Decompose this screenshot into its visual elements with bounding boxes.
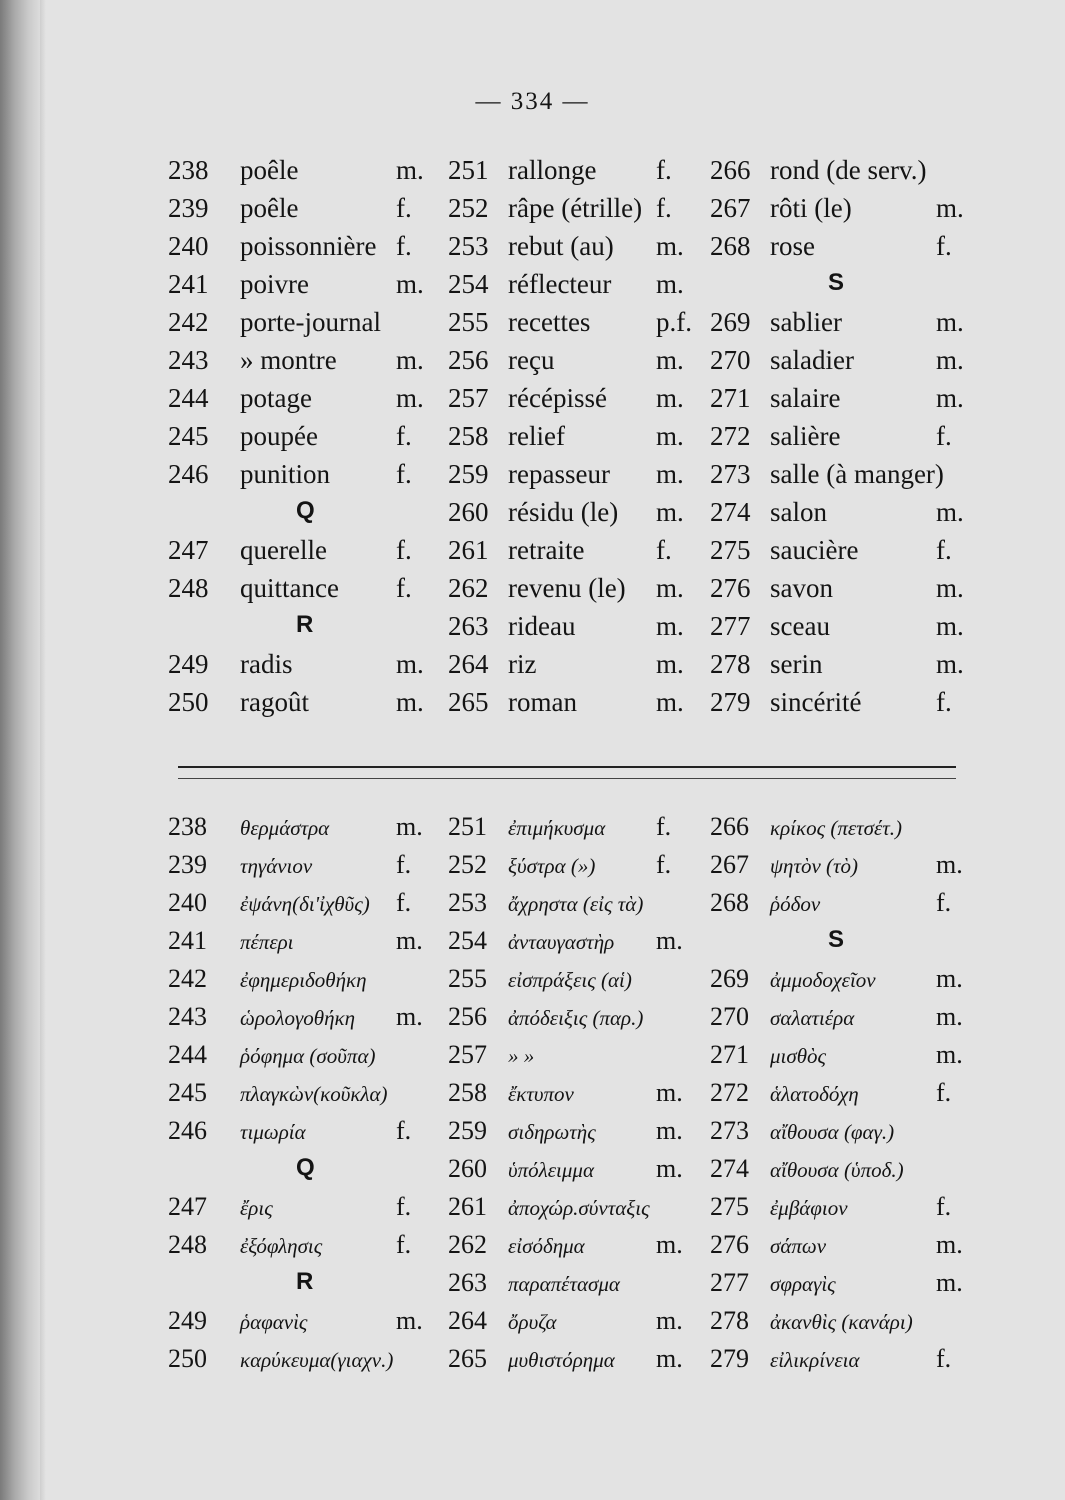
french-entry-number: 254	[448, 269, 489, 299]
french-entry-gender: f.	[936, 231, 952, 261]
greek-entry-word: σιδηρωτὴς	[508, 1120, 596, 1144]
greek-entry-word: ἐμβάφιον	[770, 1196, 848, 1220]
french-entry-gender: m.	[656, 345, 684, 375]
greek-row	[168, 1268, 968, 1306]
greek-entry-gender: m.	[936, 1040, 963, 1069]
greek-entry-number: 259	[448, 1116, 487, 1145]
french-entry-gender: m.	[656, 573, 684, 603]
section-letter: S	[828, 926, 845, 953]
divider-rule	[178, 766, 956, 768]
section-letter: Q	[296, 497, 315, 524]
french-entry-gender: f.	[396, 231, 412, 261]
greek-entry-word: ῥόδον	[770, 892, 821, 916]
french-entry-word: potage	[240, 383, 312, 413]
french-entry-gender: m.	[656, 269, 684, 299]
french-entry-gender: m.	[936, 573, 964, 603]
greek-row	[168, 1040, 968, 1078]
french-entry-gender: f.	[936, 687, 952, 717]
greek-entry-number: 260	[448, 1154, 487, 1183]
greek-entry-gender: f.	[936, 1192, 952, 1221]
french-entry-word: rideau	[508, 611, 576, 641]
greek-entry-number: 275	[710, 1192, 749, 1221]
french-entry-gender: m.	[936, 383, 964, 413]
greek-entry-number: 253	[448, 888, 487, 917]
french-entry-number: 279	[710, 687, 751, 717]
greek-entry-word: ὄρυζα	[508, 1310, 557, 1334]
greek-entry-gender: f.	[656, 850, 672, 879]
greek-entry-gender: m.	[936, 964, 963, 993]
french-entry-gender: m.	[656, 649, 684, 679]
french-entry-gender: f.	[396, 573, 412, 603]
greek-entry-number: 274	[710, 1154, 749, 1183]
greek-row	[168, 1306, 968, 1344]
greek-entry-number: 240	[168, 888, 207, 917]
french-entry-number: 259	[448, 459, 489, 489]
section-letter: Q	[296, 1154, 315, 1181]
greek-entry-word: εἰλικρίνεια	[770, 1348, 860, 1372]
french-entry-gender: m.	[656, 497, 684, 527]
greek-entry-gender: f.	[396, 1230, 412, 1259]
french-entry-number: 255	[448, 307, 489, 337]
french-entry-number: 263	[448, 611, 489, 641]
greek-entry-number: 256	[448, 1002, 487, 1031]
french-row	[168, 383, 968, 421]
greek-row	[168, 964, 968, 1002]
french-entry-word: saladier	[770, 345, 854, 375]
french-entry-gender: m.	[936, 611, 964, 641]
french-entry-word: repasseur	[508, 459, 610, 489]
page-number: — 334 —	[475, 88, 590, 115]
french-entry-gender: m.	[396, 649, 424, 679]
greek-entry-gender: f.	[396, 1192, 412, 1221]
french-entry-gender: m.	[936, 193, 964, 223]
french-entry-word: rose	[770, 231, 815, 261]
greek-entry-gender: m.	[396, 1306, 423, 1335]
french-entry-gender: f.	[396, 193, 412, 223]
greek-entry-word: θερμάστρα	[240, 816, 330, 840]
french-entry-word: sceau	[770, 611, 830, 641]
french-entry-gender: m.	[396, 345, 424, 375]
greek-entry-gender: m.	[656, 1154, 683, 1183]
french-entry-word: râpe (étrille)	[508, 193, 643, 223]
french-entry-gender: f.	[396, 421, 412, 451]
french-entry-number: 243	[168, 345, 209, 375]
french-entry-word: sablier	[770, 307, 842, 337]
greek-entry-word: ἁλατοδόχη	[770, 1082, 859, 1106]
greek-entry-word: ἐψάνη(δι'ἰχθῦς)	[240, 892, 370, 916]
greek-entry-word: ἐφημεριδοθήκη	[240, 968, 367, 992]
french-row	[168, 307, 968, 345]
greek-row	[168, 1192, 968, 1230]
greek-entry-gender: f.	[936, 888, 952, 917]
greek-entry-gender: m.	[656, 1306, 683, 1335]
french-entry-number: 277	[710, 611, 751, 641]
greek-entry-word: σφραγὶς	[770, 1272, 836, 1296]
french-entry-word: punition	[240, 459, 331, 489]
french-entry-number: 242	[168, 307, 209, 337]
section-letter: R	[296, 611, 314, 638]
greek-entry-gender: f.	[936, 1078, 952, 1107]
french-entry-number: 256	[448, 345, 489, 375]
greek-entry-number: 249	[168, 1306, 207, 1335]
french-entry-number: 239	[168, 193, 209, 223]
french-row	[168, 269, 968, 307]
greek-entry-number: 267	[710, 850, 749, 879]
greek-entry-word: ἀνταυγαστὴρ	[508, 930, 615, 954]
greek-entry-word: ῥόφημα (σοῦπα)	[240, 1044, 376, 1068]
greek-entry-number: 270	[710, 1002, 749, 1031]
french-entry-gender: f.	[656, 535, 672, 565]
french-entry-gender: m.	[396, 383, 424, 413]
french-row	[168, 573, 968, 611]
french-entry-gender: m.	[396, 269, 424, 299]
greek-row	[168, 1002, 968, 1040]
french-entry-number: 240	[168, 231, 209, 261]
french-entry-gender: m.	[656, 421, 684, 451]
french-entry-word: salon	[770, 497, 827, 527]
greek-entry-word: ἀκανθὶς (κανάρι)	[770, 1310, 913, 1334]
greek-entry-word: ἔρις	[240, 1196, 273, 1220]
greek-entry-word: ῥαφανὶς	[240, 1310, 308, 1334]
french-entry-word: revenu (le)	[508, 573, 626, 603]
greek-entry-word: ἀμμοδοχεῖον	[770, 968, 876, 992]
french-entry-gender: m.	[656, 383, 684, 413]
greek-row	[168, 926, 968, 964]
french-entry-number: 241	[168, 269, 209, 299]
greek-entry-word: ὑπόλειμμα	[508, 1158, 594, 1182]
french-entry-number: 264	[448, 649, 489, 679]
french-row	[168, 535, 968, 573]
greek-entry-word: αἴθουσα (φαγ.)	[770, 1120, 895, 1144]
french-entry-number: 253	[448, 231, 489, 261]
section-letter: R	[296, 1268, 314, 1295]
greek-entry-number: 261	[448, 1192, 487, 1221]
french-entry-number: 262	[448, 573, 489, 603]
greek-entry-word: μυθιστόρημα	[508, 1348, 615, 1372]
french-row	[168, 421, 968, 459]
greek-entry-word: αἴθουσα (ὑποδ.)	[770, 1158, 904, 1182]
french-entry-number: 250	[168, 687, 209, 717]
greek-entry-number: 273	[710, 1116, 749, 1145]
greek-entry-number: 277	[710, 1268, 749, 1297]
french-entry-gender: m.	[656, 231, 684, 261]
section-letter: S	[828, 269, 845, 296]
french-entry-word: salle (à manger)	[770, 459, 944, 489]
greek-entry-word: ἔκτυπον	[508, 1082, 574, 1106]
french-entry-number: 265	[448, 687, 489, 717]
french-entry-gender: m.	[656, 611, 684, 641]
greek-entry-gender: m.	[396, 926, 423, 955]
french-entry-word: résidu (le)	[508, 497, 619, 527]
french-entry-gender: m.	[396, 155, 424, 185]
french-row	[168, 497, 968, 535]
french-vocabulary-list	[168, 155, 968, 725]
french-entry-word: recettes	[508, 307, 591, 337]
greek-entry-number: 264	[448, 1306, 487, 1335]
greek-entry-gender: f.	[396, 1116, 412, 1145]
french-entry-number: 248	[168, 573, 209, 603]
french-entry-word: riz	[508, 649, 537, 679]
french-entry-word: reçu	[508, 345, 555, 375]
greek-entry-gender: m.	[656, 1078, 683, 1107]
french-entry-number: 261	[448, 535, 489, 565]
greek-entry-gender: m.	[656, 1230, 683, 1259]
french-row	[168, 459, 968, 497]
greek-entry-number: 247	[168, 1192, 207, 1221]
french-entry-word: porte-journal	[240, 307, 381, 337]
french-entry-number: 258	[448, 421, 489, 451]
greek-row	[168, 1230, 968, 1268]
greek-entry-gender: f.	[656, 812, 672, 841]
greek-entry-word: πέπερι	[240, 930, 294, 954]
greek-entry-word: τιμωρία	[240, 1120, 306, 1144]
greek-entry-word: σαλατιέρα	[770, 1006, 855, 1030]
greek-entry-gender: m.	[936, 1268, 963, 1297]
greek-entry-word: ἐξόφλησις	[240, 1234, 323, 1258]
french-entry-number: 275	[710, 535, 751, 565]
greek-entry-number: 246	[168, 1116, 207, 1145]
greek-entry-number: 263	[448, 1268, 487, 1297]
french-entry-number: 270	[710, 345, 751, 375]
greek-entry-gender: m.	[936, 850, 963, 879]
greek-entry-word: ξύστρα (»)	[508, 854, 596, 878]
greek-entry-word: μισθὸς	[770, 1044, 827, 1068]
french-entry-number: 271	[710, 383, 751, 413]
divider-rule-thin	[178, 778, 956, 779]
french-row	[168, 649, 968, 687]
french-entry-word: sincérité	[770, 687, 862, 717]
french-entry-word: rallonge	[508, 155, 597, 185]
french-entry-number: 278	[710, 649, 751, 679]
french-entry-gender: f.	[656, 155, 672, 185]
greek-entry-word: ἄχρηστα (εἰς τὰ)	[508, 892, 644, 916]
greek-entry-number: 276	[710, 1230, 749, 1259]
french-entry-number: 249	[168, 649, 209, 679]
french-entry-word: ragoût	[240, 687, 309, 717]
french-entry-word: rebut (au)	[508, 231, 614, 261]
french-row	[168, 611, 968, 649]
greek-entry-number: 266	[710, 812, 749, 841]
french-entry-gender: p.f.	[656, 307, 692, 337]
french-entry-number: 252	[448, 193, 489, 223]
french-entry-word: poupée	[240, 421, 318, 451]
french-row	[168, 231, 968, 269]
greek-entry-gender: m.	[396, 1002, 423, 1031]
french-row	[168, 687, 968, 725]
greek-entry-word: ἐπιμήκυσμα	[508, 816, 606, 840]
french-entry-word: poivre	[240, 269, 309, 299]
french-entry-number: 267	[710, 193, 751, 223]
greek-vocabulary-list	[168, 812, 968, 1382]
greek-entry-number: 248	[168, 1230, 207, 1259]
french-entry-word: récépissé	[508, 383, 607, 413]
greek-row	[168, 1116, 968, 1154]
french-entry-word: quittance	[240, 573, 339, 603]
greek-entry-word: ἀποχώρ.σύνταξις	[508, 1196, 650, 1220]
french-entry-gender: m.	[656, 459, 684, 489]
greek-entry-number: 244	[168, 1040, 207, 1069]
greek-entry-gender: m.	[396, 812, 423, 841]
greek-entry-gender: f.	[396, 888, 412, 917]
greek-entry-number: 254	[448, 926, 487, 955]
french-entry-number: 273	[710, 459, 751, 489]
french-entry-word: querelle	[240, 535, 327, 565]
greek-entry-word: πλαγκὼν(κοῦκλα)	[240, 1082, 388, 1106]
french-entry-number: 268	[710, 231, 751, 261]
french-entry-gender: m.	[936, 497, 964, 527]
french-entry-gender: m.	[936, 345, 964, 375]
greek-row	[168, 812, 968, 850]
greek-entry-word: εἰσόδημα	[508, 1234, 585, 1258]
french-entry-number: 276	[710, 573, 751, 603]
greek-entry-word: ψητὸν (τὸ)	[770, 854, 859, 878]
french-entry-word: serin	[770, 649, 823, 679]
greek-entry-number: 251	[448, 812, 487, 841]
french-entry-number: 260	[448, 497, 489, 527]
french-entry-number: 246	[168, 459, 209, 489]
greek-entry-word: » »	[508, 1044, 535, 1068]
greek-entry-gender: f.	[396, 850, 412, 879]
french-row	[168, 193, 968, 231]
french-entry-word: » montre	[240, 345, 337, 375]
book-spine-shadow	[0, 0, 40, 1500]
french-entry-number: 251	[448, 155, 489, 185]
french-entry-number: 244	[168, 383, 209, 413]
greek-entry-number: 279	[710, 1344, 749, 1373]
french-entry-word: salière	[770, 421, 841, 451]
greek-entry-number: 278	[710, 1306, 749, 1335]
greek-entry-gender: m.	[936, 1230, 963, 1259]
french-entry-word: salaire	[770, 383, 841, 413]
greek-entry-number: 269	[710, 964, 749, 993]
french-entry-number: 269	[710, 307, 751, 337]
french-entry-word: relief	[508, 421, 565, 451]
greek-entry-word: καρύκευμα(γιαχν.)	[240, 1348, 394, 1372]
greek-entry-number: 258	[448, 1078, 487, 1107]
french-entry-word: rôti (le)	[770, 193, 852, 223]
greek-entry-number: 262	[448, 1230, 487, 1259]
greek-entry-gender: m.	[656, 1116, 683, 1145]
greek-entry-number: 257	[448, 1040, 487, 1069]
french-entry-word: rond (de serv.)	[770, 155, 927, 185]
french-entry-number: 274	[710, 497, 751, 527]
french-entry-word: roman	[508, 687, 577, 717]
french-row	[168, 345, 968, 383]
french-entry-word: réflecteur	[508, 269, 612, 299]
greek-entry-number: 271	[710, 1040, 749, 1069]
greek-row	[168, 850, 968, 888]
french-entry-gender: m.	[936, 307, 964, 337]
greek-row	[168, 1154, 968, 1192]
greek-entry-gender: m.	[656, 1344, 683, 1373]
french-entry-number: 272	[710, 421, 751, 451]
french-entry-number: 247	[168, 535, 209, 565]
greek-entry-word: κρίκος (πετσέτ.)	[770, 816, 903, 840]
french-entry-word: savon	[770, 573, 833, 603]
greek-entry-word: σάπων	[770, 1234, 827, 1258]
greek-entry-number: 242	[168, 964, 207, 993]
greek-entry-word: ὡρολογοθήκη	[240, 1006, 356, 1030]
french-entry-gender: f.	[656, 193, 672, 223]
greek-entry-number: 238	[168, 812, 207, 841]
greek-row	[168, 1078, 968, 1116]
french-entry-word: retraite	[508, 535, 585, 565]
french-entry-gender: m.	[656, 687, 684, 717]
french-entry-word: poissonnière	[240, 231, 377, 261]
french-entry-word: poêle	[240, 193, 299, 223]
french-entry-number: 238	[168, 155, 209, 185]
french-entry-gender: m.	[396, 687, 424, 717]
greek-entry-number: 243	[168, 1002, 207, 1031]
french-entry-word: radis	[240, 649, 293, 679]
french-entry-number: 266	[710, 155, 751, 185]
page-edge	[40, 0, 46, 1500]
french-entry-gender: f.	[396, 535, 412, 565]
greek-entry-word: ἀπόδειξις (παρ.)	[508, 1006, 644, 1030]
greek-entry-gender: m.	[656, 926, 683, 955]
french-entry-number: 257	[448, 383, 489, 413]
french-entry-gender: f.	[936, 421, 952, 451]
french-entry-gender: f.	[936, 535, 952, 565]
french-row	[168, 155, 968, 193]
french-entry-word: poêle	[240, 155, 299, 185]
greek-entry-number: 265	[448, 1344, 487, 1373]
greek-entry-word: τηγάνιον	[240, 854, 313, 878]
greek-entry-gender: m.	[936, 1002, 963, 1031]
greek-entry-word: εἰσπράξεις (αἱ)	[508, 968, 632, 992]
french-entry-number: 245	[168, 421, 209, 451]
greek-entry-number: 241	[168, 926, 207, 955]
greek-entry-number: 250	[168, 1344, 207, 1373]
greek-entry-gender: f.	[936, 1344, 952, 1373]
french-entry-gender: m.	[936, 649, 964, 679]
greek-row	[168, 1344, 968, 1382]
french-entry-gender: f.	[396, 459, 412, 489]
greek-entry-number: 245	[168, 1078, 207, 1107]
greek-entry-number: 272	[710, 1078, 749, 1107]
greek-entry-word: παραπέτασμα	[508, 1272, 620, 1296]
greek-row	[168, 888, 968, 926]
greek-entry-number: 252	[448, 850, 487, 879]
greek-entry-number: 255	[448, 964, 487, 993]
greek-entry-number: 239	[168, 850, 207, 879]
greek-entry-number: 268	[710, 888, 749, 917]
french-entry-word: saucière	[770, 535, 859, 565]
